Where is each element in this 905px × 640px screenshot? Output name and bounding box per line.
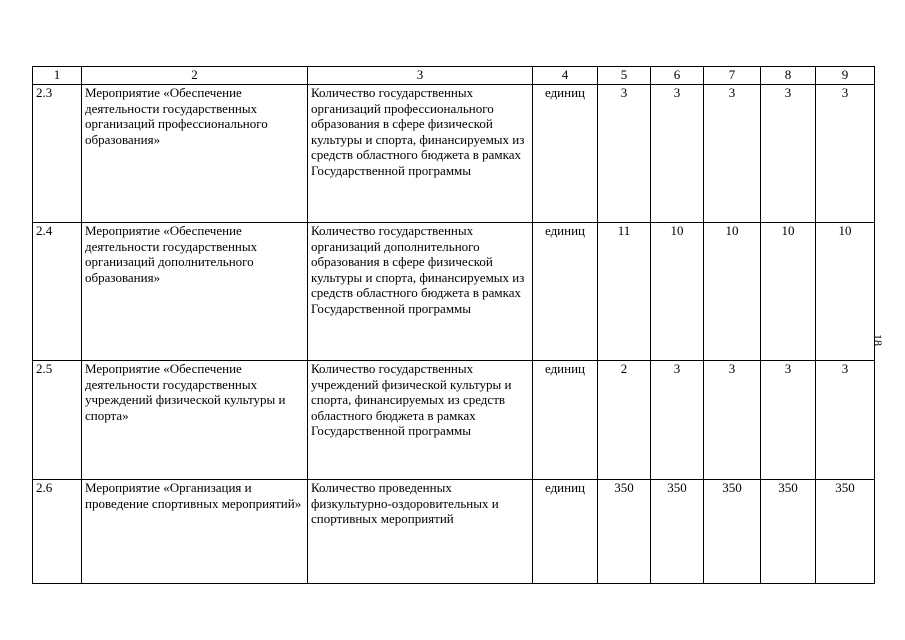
- indicator-name: Количество государственных организаций дополнительного образования в сфере физической культуры и спорта, финансируемых из средств областного бюджета в рамках Государственной программы: [308, 223, 533, 361]
- column-header: 2: [82, 67, 308, 85]
- table-row: [33, 361, 875, 480]
- column-header: 9: [816, 67, 875, 85]
- event-name: Мероприятие «Обеспечение деятельности государственных организаций профессионального образования»: [82, 85, 308, 223]
- value-cell: 10: [651, 223, 704, 361]
- value-cell: 3: [651, 85, 704, 223]
- value-cell: 3: [704, 361, 761, 480]
- unit-cell: единиц: [533, 223, 598, 361]
- value-cell: 350: [816, 480, 875, 584]
- row-number: 2.3: [33, 85, 82, 223]
- table-row: [33, 223, 875, 361]
- page-number: 18: [871, 334, 885, 346]
- row-number: 2.6: [33, 480, 82, 584]
- table-row: [33, 85, 875, 223]
- event-name: Мероприятие «Организация и проведение спортивных мероприятий»: [82, 480, 308, 584]
- value-cell: 10: [704, 223, 761, 361]
- event-name: Мероприятие «Обеспечение деятельности государственных учреждений физической культуры и спорта»: [82, 361, 308, 480]
- column-header: 8: [761, 67, 816, 85]
- value-cell: 3: [761, 85, 816, 223]
- row-number: 2.5: [33, 361, 82, 480]
- unit-cell: единиц: [533, 361, 598, 480]
- value-cell: 3: [704, 85, 761, 223]
- indicators-table: [32, 66, 875, 584]
- value-cell: 350: [704, 480, 761, 584]
- unit-cell: единиц: [533, 480, 598, 584]
- column-header: 1: [33, 67, 82, 85]
- column-header: 3: [308, 67, 533, 85]
- column-header: 4: [533, 67, 598, 85]
- indicator-name: Количество государственных организаций профессионального образования в сфере физической культуры и спорта, финансируемых из средств областного бюджета в рамках Государственной программы: [308, 85, 533, 223]
- value-cell: 350: [651, 480, 704, 584]
- value-cell: 10: [816, 223, 875, 361]
- column-header: 5: [598, 67, 651, 85]
- event-name: Мероприятие «Обеспечение деятельности государственных организаций дополнительного образования»: [82, 223, 308, 361]
- column-header: 6: [651, 67, 704, 85]
- value-cell: 3: [598, 85, 651, 223]
- value-cell: 3: [761, 361, 816, 480]
- column-numbers-row: [33, 67, 875, 85]
- value-cell: 10: [761, 223, 816, 361]
- value-cell: 350: [761, 480, 816, 584]
- value-cell: 350: [598, 480, 651, 584]
- value-cell: 3: [816, 361, 875, 480]
- row-number: 2.4: [33, 223, 82, 361]
- indicator-name: Количество государственных учреждений физической культуры и спорта, финансируемых из средств областного бюджета в рамках Государственной программы: [308, 361, 533, 480]
- value-cell: 2: [598, 361, 651, 480]
- column-header: 7: [704, 67, 761, 85]
- value-cell: 3: [651, 361, 704, 480]
- table-row: [33, 480, 875, 584]
- value-cell: 11: [598, 223, 651, 361]
- value-cell: 3: [816, 85, 875, 223]
- unit-cell: единиц: [533, 85, 598, 223]
- indicator-name: Количество проведенных физкультурно-оздоровительных и спортивных мероприятий: [308, 480, 533, 584]
